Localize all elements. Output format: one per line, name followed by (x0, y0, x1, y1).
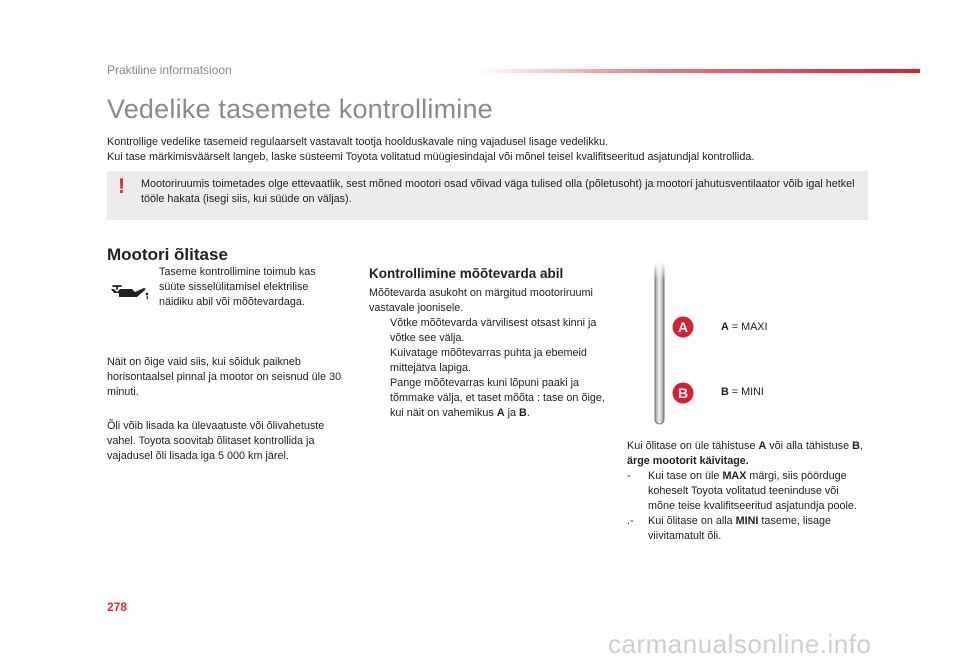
label-maxi-key: A (721, 321, 729, 333)
dipstick-step-3 (369, 376, 619, 421)
note-item-marker: - (627, 470, 631, 482)
note-dont-start: ärge mootorit käivitage. (627, 455, 749, 467)
intro-line-2: Kui tase märkimisväärselt langeb, laske süsteemi Toyota volitatud müügiesindajal või mõnel teisel kvalifitseeritud asjatundjal kontrollida. (107, 151, 755, 163)
header-accent-line (480, 69, 920, 73)
intro-text (107, 135, 927, 165)
note-b: B (852, 440, 860, 452)
label-maxi-value: = MAXI (728, 321, 768, 333)
oil-heading: Mootori õlitase (107, 245, 228, 264)
marker-a-letter: A (677, 319, 689, 335)
oil-paragraph-1: Näit on õige vaid siis, kui sõiduk paikneb horisontaalsel pinnal ja mootor on seisnud üle 30 minuti. (107, 356, 342, 398)
marker-b-letter: B (677, 385, 689, 401)
watermark: carmanualsonline.info (608, 629, 872, 659)
dipstick-step-3-and: ja (504, 407, 520, 419)
label-mini (721, 385, 764, 400)
dipstick-step-3-a: A (496, 407, 505, 419)
dipstick-heading: Kontrollimine mõõtevarda abil (369, 266, 564, 281)
marker-b-icon (672, 382, 694, 404)
dipstick-step-3-text: Pange mõõtevarras kuni lõpuni paaki ja tõmmake välja, et taset mõõta : tase on õige, kui näit on vahemikus (390, 377, 605, 419)
exclamation-icon: ! (118, 175, 125, 198)
dipstick-steps (369, 286, 619, 421)
dipstick-step-3-b: B (519, 407, 527, 419)
page-number: 278 (107, 600, 128, 614)
page-title: Vedelike tasemete kontrollimine (107, 94, 493, 124)
note-item-mini (627, 514, 867, 544)
note-item-mini-post: taseme, lisage viivitamatult õli. (648, 515, 832, 542)
oil-paragraph-2: Õli võib lisada ka ülevaatuste või õlivahetuste vahel. Toyota soovitab õlitaset kontrollida ja vajadusel õli lisada iga 5 000 km järel. (107, 420, 325, 462)
label-maxi (721, 320, 768, 335)
dipstick-step-3-end: . (526, 407, 530, 419)
dipstick-step-2-text: Kuivatage mõõtevarras puhta ja ebemeid mittejätva lapiga. (390, 347, 587, 374)
note-item-max (627, 469, 867, 514)
note-item-max-pre: Kui tase on üle (648, 470, 723, 482)
oil-level-notes (627, 439, 867, 544)
warning-text: Mootoriruumis toimetades olge ettevaatlik, sest mõned mootori osad võivad väga tulised olla (põletusoht) ja mootori jahutusventilaator võib igal hetkel tööle hakata (isegi siis, kui süüde on väljas). (141, 178, 855, 205)
note-item-max-bold: MAX (722, 470, 747, 482)
label-mini-value: = MINI (728, 386, 764, 398)
note-a: A (758, 440, 767, 452)
note-item-mini-pre: Kui õlitase on alla (648, 515, 736, 527)
intro-line-1: Kontrollige vedelike tasemeid regulaarselt vastavalt tootja hoolduskavale ning vajadusel lisage vedelikku. (107, 136, 609, 148)
oil-can-icon (110, 280, 150, 302)
note-part-3: , (859, 440, 863, 452)
note-part-1: Kui õlitase on üle tähistuse (627, 440, 759, 452)
oil-level-warning (627, 439, 867, 469)
note-item-mini-bold: MINI (735, 515, 759, 527)
note-item-marker: .- (627, 515, 634, 527)
dipstick-intro: Mõõtevarda asukoht on märgitud mootoriruumi vastavale joonisele. (369, 287, 593, 314)
note-part-2: või alla tähistuse (766, 440, 853, 452)
label-mini-key: B (721, 386, 729, 398)
dipstick-step-2 (369, 346, 619, 376)
note-item-max-post: märgi, siis pöörduge koheselt Toyota volitatud teeninduse või mõne teise kvalifitseeritud asjatundja poole. (648, 470, 857, 512)
dipstick-step-1 (369, 316, 619, 346)
marker-a-icon (672, 316, 694, 338)
dipstick-step-1-text: Võtke mõõtevarda värvilisest otsast kinni ja võtke see välja. (390, 317, 597, 344)
section-label: Praktiline informatsioon (107, 63, 232, 77)
oil-icon-description: Taseme kontrollimine toimub kas süüte sisselülitamisel elektrilise näidiku abil või mõõtevardaga. (159, 266, 316, 308)
